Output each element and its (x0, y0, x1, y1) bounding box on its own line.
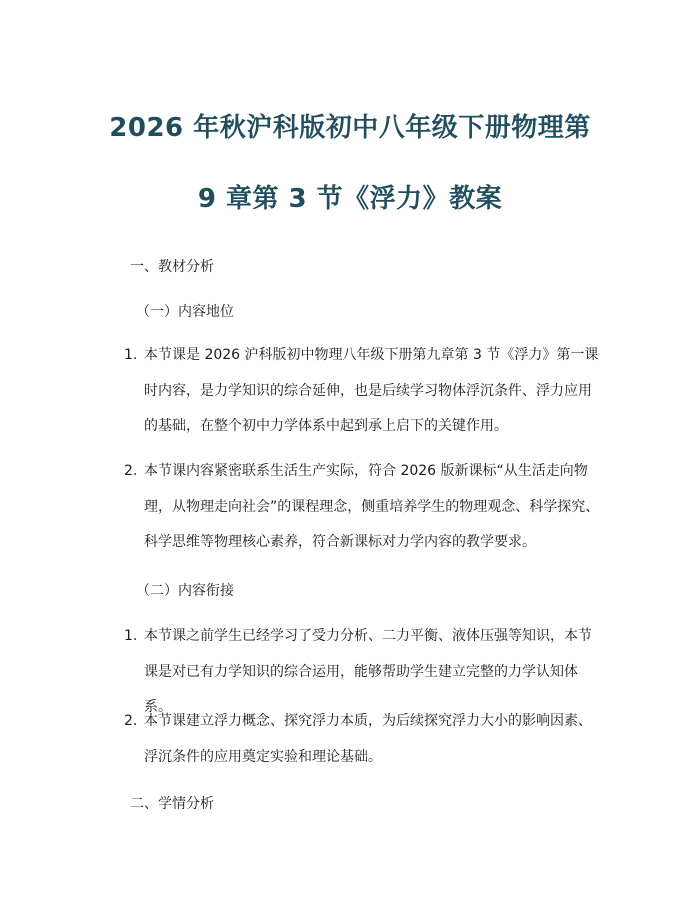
list-item-text: 本节课内容紧密联系生活生产实际，符合 2026 版新课标“从生活走向物理，从物理走向社会”的课程理念，侧重培养学生的物理观念、科学探究、科学思维等物理核心素养，符合新课标对力学内容的教学要求。 (144, 463, 600, 551)
list-item-text: 本节课是 2026 沪科版初中物理八年级下册第九章第 3 节《浮力》第一课时内容，是力学知识的综合延伸，也是后续学习物体浮沉条件、浮力应用的基础，在整个初中力学体系中起到承上启下的关键作用。 (144, 347, 599, 435)
list-item (124, 338, 604, 445)
list-item-text: 本节课建立浮力概念、探究浮力本质，为后续探究浮力大小的影响因素、浮沉条件的应用奠定实验和理论基础。 (144, 713, 592, 765)
document-title-line-1: 2026 年秋沪科版初中八年级下册物理第 (109, 113, 591, 143)
section-heading-student-analysis: 二、学情分析 (130, 796, 214, 812)
subsection-heading-content-connection: （二）内容衔接 (136, 583, 234, 599)
document-title-line-2: 9 章第 3 节《浮力》教案 (197, 184, 503, 214)
list-item-number: 2. (124, 463, 138, 479)
list-item (124, 704, 604, 775)
list-item-number: 1. (124, 628, 138, 644)
list-item-text: 本节课之前学生已经学习了受力分析、二力平衡、液体压强等知识，本节课是对已有力学知识的综合运用，能够帮助学生建立完整的力学认知体系。 (144, 628, 592, 716)
section-heading-textbook-analysis: 一、教材分析 (130, 259, 214, 275)
subsection-heading-content-position: （一）内容地位 (136, 304, 234, 320)
list-item-number: 1. (124, 347, 138, 363)
list-item-number: 2. (124, 713, 138, 729)
list-item (124, 454, 604, 561)
